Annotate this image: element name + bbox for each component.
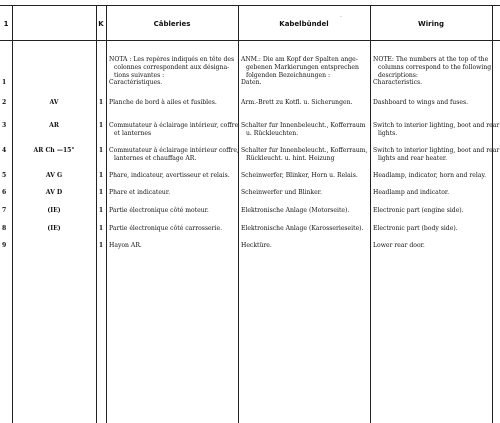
row-english: Switch to interior lighting, boot and rear lights and rear heater. xyxy=(373,147,500,162)
row-number: 2 xyxy=(2,99,7,106)
header-english: Wiring xyxy=(418,20,444,28)
row-german: Scheinwerfer und Blinker. xyxy=(241,189,322,196)
row-german: Hecktüre. xyxy=(241,242,272,249)
row-english: Electronic part (body side). xyxy=(373,225,458,232)
header-index: 1 xyxy=(3,20,9,28)
row-french: Phare, indicateur, avertisseur et relais. xyxy=(109,172,230,179)
row-french: Phare et indicateur. xyxy=(109,189,171,196)
row-number: 5 xyxy=(2,172,7,179)
column-divider xyxy=(370,5,371,423)
row-french: Commutateur à éclairage intérieur, coffre et lanternes xyxy=(109,122,239,137)
row-german: Schalter fur Innenbeleucht., Kofferraum u. Rückleuchten. xyxy=(241,122,366,137)
header-french: Câbleries xyxy=(153,20,191,28)
row-german: Daten. xyxy=(241,79,262,86)
row-code: (IE) xyxy=(47,225,61,232)
row-german: Scheinwerfer, Blinker, Horn u. Relais. xyxy=(241,172,358,179)
row-number: 1 xyxy=(2,79,7,86)
table-top-rule xyxy=(0,5,500,6)
row-k: 1 xyxy=(98,242,104,249)
note-german: ANM.: Die am Kopf der Spalten ange- gebenen Markierungen entsprechen folgenden Bezeichnungen : xyxy=(241,56,359,79)
row-k: 1 xyxy=(98,207,104,214)
row-german: Elektronische Anlage (Karosserieseite). xyxy=(241,225,364,232)
row-k: 1 xyxy=(98,99,104,106)
row-code: AV D xyxy=(45,189,63,196)
row-english: Headlamp and indicator. xyxy=(373,189,450,196)
row-code: AR Ch —15° xyxy=(33,147,75,154)
row-number: 9 xyxy=(2,242,7,249)
row-english: Headlamp, indicator, horn and relay. xyxy=(373,172,487,179)
row-french: Partie électronique côté moteur. xyxy=(109,207,209,214)
row-french: Hayon AR. xyxy=(109,242,142,249)
row-french: Commutateur à éclairage intérieur coffre, lanternes et chauffage AR. xyxy=(109,147,239,162)
header-german: Kabelbündel xyxy=(279,20,329,28)
row-code: AV xyxy=(49,99,59,106)
row-french: Caractéristiques. xyxy=(109,79,163,86)
row-code: (IE) xyxy=(47,207,61,214)
header-k: K xyxy=(98,20,104,28)
note-english: NOTE: The numbers at the top of the columns correspond to the following descriptions: xyxy=(373,56,492,79)
row-french: Planche de bord à ailes et fusibles. xyxy=(109,99,217,106)
row-german: Arm.-Brett zu Kotfl. u. Sicherungen. xyxy=(241,99,353,106)
row-k: 1 xyxy=(98,122,104,129)
row-k: 1 xyxy=(98,172,104,179)
row-german: Schalter fur Innenbeleucht., Kofferraum, Rückleucht. u. hint. Heizung xyxy=(241,147,368,162)
row-number: 7 xyxy=(2,207,7,214)
row-k: 1 xyxy=(98,189,104,196)
row-number: 4 xyxy=(2,147,7,154)
row-number: 3 xyxy=(2,122,7,129)
row-german: Elektronische Anlage (Motorseite). xyxy=(241,207,350,214)
row-code: AR xyxy=(49,122,59,129)
row-number: 6 xyxy=(2,189,7,196)
row-english: Switch to interior lighting, boot and rear lights. xyxy=(373,122,500,137)
row-code: AV G xyxy=(45,172,63,179)
row-english: Characteristics. xyxy=(373,79,423,86)
row-french: Partie électronique côté carrosserie. xyxy=(109,225,223,232)
header-rule xyxy=(0,40,500,41)
column-divider xyxy=(106,5,107,423)
row-number: 8 xyxy=(2,225,7,232)
row-english: Electronic part (engine side). xyxy=(373,207,464,214)
table-border-right xyxy=(492,5,493,423)
column-divider xyxy=(238,5,239,423)
stray-mark: · xyxy=(340,14,342,21)
row-k: 1 xyxy=(98,225,104,232)
row-k: 1 xyxy=(98,147,104,154)
note-french: NOTA : Les repères indiqués en tête des colonnes correspondent aux désigna- tions suivantes : xyxy=(109,56,235,79)
row-english: Lower rear door. xyxy=(373,242,425,249)
row-english: Dashboard to wings and fuses. xyxy=(373,99,469,106)
